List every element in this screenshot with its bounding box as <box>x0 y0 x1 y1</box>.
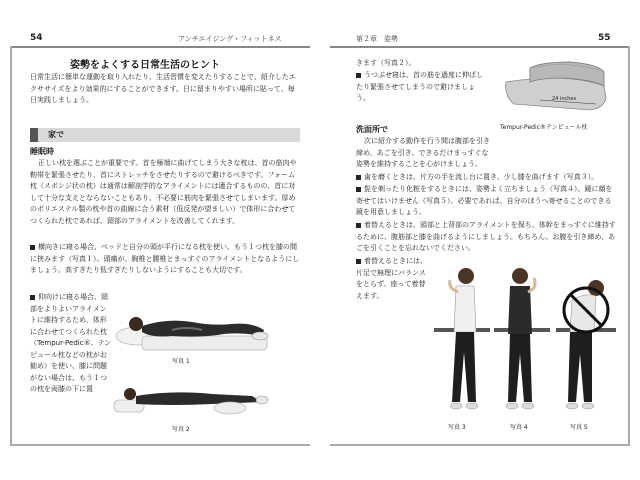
subhead-home-label: 家で <box>48 130 64 139</box>
caption-photo-4: 写真 4 <box>510 424 528 431</box>
photo-side-sleep <box>112 300 272 356</box>
wash-paragraph: 次に紹介する動作を行う間は腹部を引き締め、あごを引き、できるだけまっすぐな姿勢を維持することを心がけましょう。 <box>356 137 490 168</box>
bullet-icon <box>356 223 361 228</box>
bullet-icon <box>30 245 35 250</box>
subhead-home <box>30 128 300 142</box>
bottom-rule-right <box>330 444 630 446</box>
bullet-makeup-text: 髭を剃ったり化粧をするときには、姿勢よく立ちましょう（写真４）。鏡に顔を寄せてはいけません（写真５）。必要であれば、自分のほうへ寄せることのできる鏡を用意しましょう。 <box>356 185 613 216</box>
frame-right <box>628 46 630 446</box>
bullet-dress-sit <box>356 256 428 302</box>
running-header-right: 第２章 姿勢 <box>356 35 398 43</box>
bullet-icon <box>356 259 361 264</box>
running-header-left: アンチエイジング・フィットネス <box>178 35 282 43</box>
bullet-prone-text: うつぶせ寝は、首の筋を過度に伸ばしたり緊張させてしまうので避けましょう。 <box>356 71 483 102</box>
bullet-dress-sit-text: 着替えるときには、片足で無理にバランスをとらず、座って着替えます。 <box>356 257 427 300</box>
page-number-right: 55 <box>598 33 611 43</box>
photo-back-sleep <box>112 378 272 418</box>
bullet-back-sleep <box>30 292 112 396</box>
frame-left <box>10 46 12 446</box>
caption-photo-2: 写真 2 <box>172 426 190 433</box>
bullet-teeth <box>356 172 616 184</box>
photo-standing-upright <box>494 262 550 417</box>
caption-pillow: Tempur-Pedic®テンピュール枕 <box>500 124 588 131</box>
bullet-side-sleep-text: 横向きに寝る場合、ベッドと自分の頭が平行になる枕を使い、もう１つ枕を膝の間に挟みます（写真１）。頭痛が、胸椎と腰椎とまっすぐのアライメントとなるようにしましょう。高すぎたり低すぎたりしないようにすることも大切です。 <box>30 243 300 274</box>
bullet-dress-text: 着替えるときは、頭部と上背部のアライメントを保ち、体幹をまっすぐに維持するために、腹筋部と膝を曲げるようにしましょう。もちろん、お腹を引き締め、あごを引くことを忘れないでください。 <box>356 221 616 252</box>
bullet-icon <box>30 295 35 300</box>
wash-heading: 洗面所で <box>356 125 388 134</box>
subhead-marker <box>30 128 38 142</box>
page-number-left: 54 <box>30 33 43 43</box>
section-title: 姿勢をよくする日常生活のヒント <box>70 60 220 71</box>
intro-paragraph: 日常生活に簡単な運動を取り入れたり、生活習慣を変えたりすることで、紹介したエクササイズをより効果的にすることができます。日に留まりやすい場所に貼って、毎日実践しましょう。 <box>30 73 296 104</box>
bullet-makeup <box>356 184 616 219</box>
continue-text: きます（写真２）。 <box>356 59 416 67</box>
pillow-size-label: 24 inches <box>552 96 577 102</box>
photo-brushing-teeth <box>434 262 490 417</box>
bottom-rule-left <box>10 444 310 446</box>
caption-photo-5: 写真 5 <box>570 424 588 431</box>
bullet-dress <box>356 220 616 255</box>
bullet-icon <box>356 187 361 192</box>
sleep-heading: 睡眠時 <box>30 147 54 156</box>
sleep-paragraph: 正しい枕を選ぶことが重要です。首を極端に曲げてしまう大きな枕は、首の筋肉や靭帯を緊張させたり、首にストレッチをさせたりするので避けるべきです。フォーム枕（スポンジ状の枕）は通常は解剖学的なアライメントには適合するものの、首に対して十分な支えとならないこともあり、不必要に筋肉を緊張させてしまいます。厚めのポリエステル製の枕や首の曲線に合う素材（低反発が望ましい）で体形に合わせてつくられた枕であれば、頸部のアライメントを改善してくれます。 <box>30 159 297 225</box>
bullet-back-sleep-text: 仰向けに寝る場合、頸部をよりよいアライメントに維持するため、体形に合わせてつくられた枕（Tempur-Pedic®、テンピュール枕などの枕がお勧め）を使い、膝に問題がない場合は、もう１つの枕を両膝の下に置 <box>30 293 112 393</box>
photo-tempur-pillow <box>500 52 612 116</box>
caption-photo-3: 写真 3 <box>448 424 466 431</box>
top-rule-left <box>10 46 310 48</box>
caption-photo-1: 写真 1 <box>172 358 190 365</box>
bullet-side-sleep <box>30 242 300 277</box>
bullet-teeth-text: 歯を磨くときは、片方の手を流し台に置き、少し膝を曲げます（写真３）。 <box>364 173 599 181</box>
bullet-icon <box>356 73 361 78</box>
photo-leaning-forward <box>556 270 616 418</box>
top-rule-right <box>330 46 630 48</box>
bullet-icon <box>356 175 361 180</box>
bullet-prone <box>356 70 486 105</box>
